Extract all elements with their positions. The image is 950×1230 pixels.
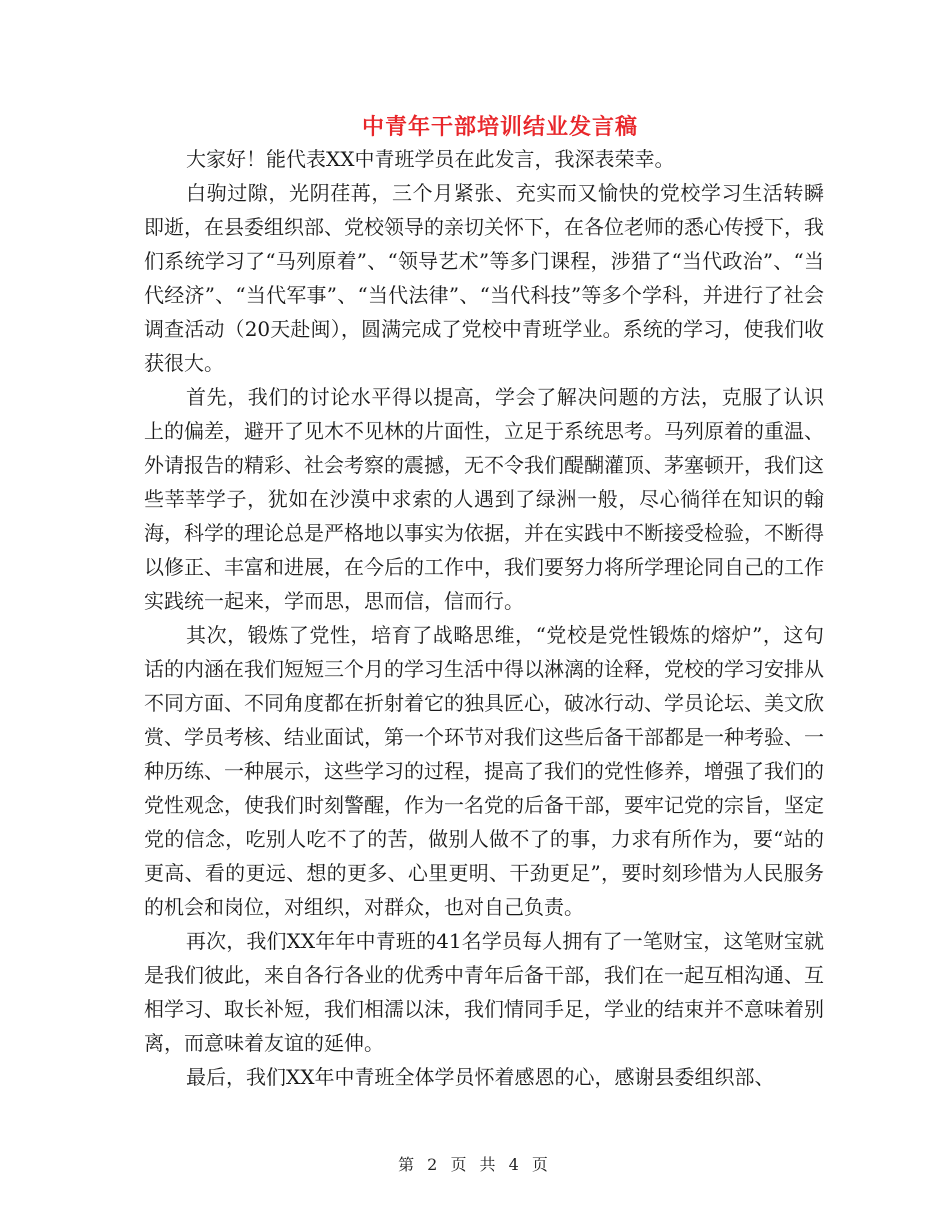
- paragraph-last: 最后，我们XX年中青班全体学员怀着感恩的心，感谢县委组织部、: [186, 1065, 775, 1089]
- page-number-footer: 第 2 页 共 4 页: [398, 1155, 552, 1174]
- document-title: 中青年干部培训结业发言稿: [361, 114, 638, 140]
- paragraph-greeting: 大家好！能代表XX中青班学员在此发言，我深表荣幸。: [186, 147, 675, 171]
- paragraph-first: 首先，我们的讨论水平得以提高，学会了解决问题的方法，克服了认识上的偏差，避开了见木不见林的片面性，立足于系统思考。马列原着的重温、外请报告的精彩、社会考察的震撼，无不令我们醍醐灌顶、茅塞顿开，我们这些莘莘学子，犹如在沙漠中求索的人遇到了绿洲一般，尽心徜徉在知识的翰海，科学的理论总是严格地以事实为依据，并在实践中不断接受检验，不断得以修正、丰富和进展，在今后的工作中，我们要努力将所学理论同自己的工作实践统一起来，学而思，思而信，信而行。: [144, 385, 824, 613]
- paragraph-second: 其次，锻炼了党性，培育了战略思维，“党校是党性锻炼的熔炉”，这句话的内涵在我们短短三个月的学习生活中得以淋漓的诠释，党校的学习安排从不同方面、不同角度都在折射着它的独具匠心，破冰行动、学员论坛、美文欣赏、学员考核、结业面试，第一个环节对我们这些后备干部都是一种考验、一种历练、一种展示，这些学习的过程，提高了我们的党性修养，增强了我们的党性观念，使我们时刻警醒，作为一名党的后备干部，要牢记党的宗旨，坚定党的信念，吃别人吃不了的苦，做别人做不了的事，力求有所作为，要“站的更高、看的更远、想的更多、心里更明、干劲更足”，要时刻珍惜为人民服务的机会和岗位，对组织，对群众，也对自己负责。: [144, 623, 824, 919]
- paragraph-third: 再次，我们XX年年中青班的41名学员每人拥有了一笔财宝，这笔财宝就是我们彼此，来自各行各业的优秀中青年后备干部，我们在一起互相沟通、互相学习、取长补短，我们相濡以沫，我们情同手足，学业的结束并不意味着别离，而意味着友谊的延伸。: [144, 929, 824, 1055]
- document-body: [144, 142, 824, 1094]
- paragraph-intro: 白驹过隙，光阴荏苒，三个月紧张、充实而又愉快的党校学习生活转瞬即逝，在县委组织部、党校领导的亲切关怀下，在各位老师的悉心传授下，我们系统学习了“马列原着”、“领导艺术”等多门课程，涉猎了“当代政治”、“当代经济”、“当代军事”、“当代法律”、“当代科技”等多个学科，并进行了社会调查活动（20天赴闽），圆满完成了党校中青班学业。系统的学习，使我们收获很大。: [144, 181, 824, 375]
